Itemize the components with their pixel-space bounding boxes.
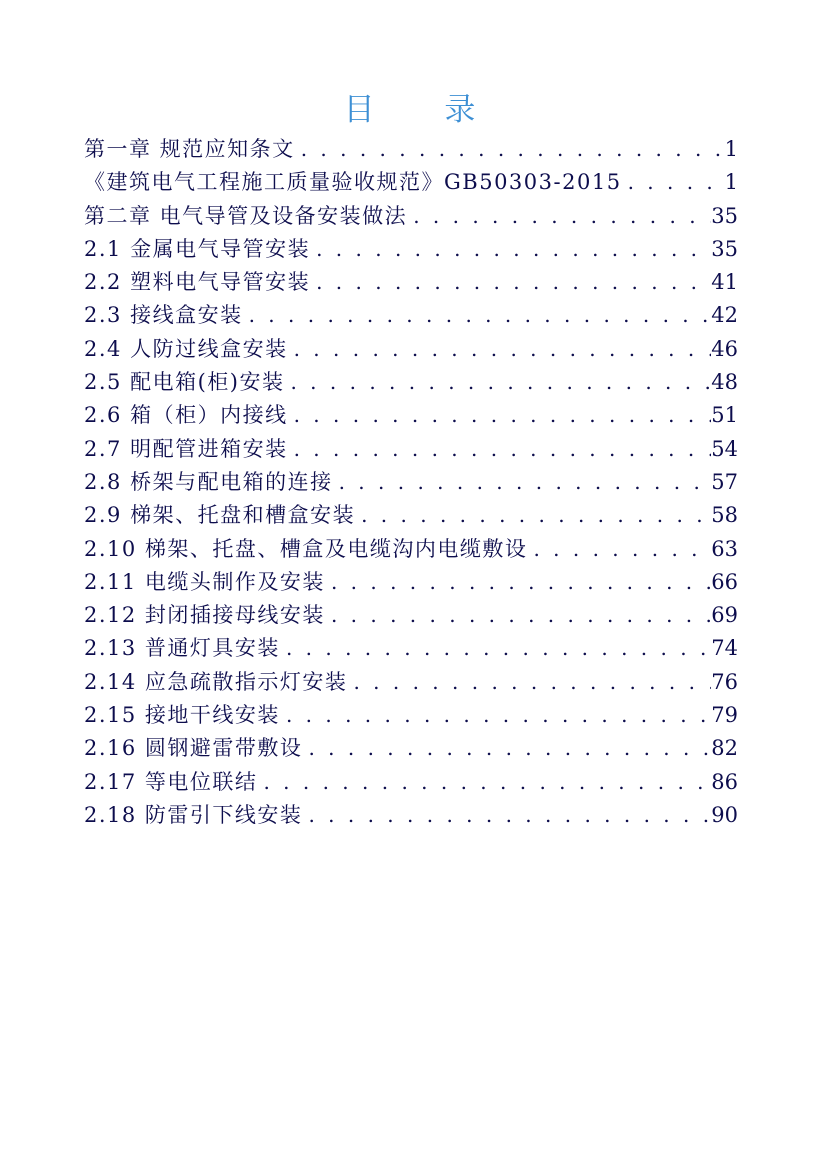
toc-entry[interactable] bbox=[84, 599, 738, 632]
toc-leader-dots bbox=[288, 399, 712, 432]
toc-entry-page: 66 bbox=[711, 569, 738, 594]
toc-entry[interactable] bbox=[84, 133, 738, 166]
toc-leader-dots bbox=[243, 299, 712, 332]
toc-entry[interactable] bbox=[84, 399, 738, 432]
toc-leader-dots bbox=[325, 599, 711, 632]
toc-entry[interactable] bbox=[84, 200, 738, 233]
toc-list bbox=[84, 133, 738, 832]
toc-entry-label: 2.3 接线盒安装 bbox=[84, 303, 243, 328]
toc-entry[interactable] bbox=[84, 666, 738, 699]
toc-entry-label: 2.10 梯架、托盘、槽盒及电缆沟内电缆敷设 bbox=[84, 536, 528, 561]
toc-leader-dots bbox=[325, 566, 711, 599]
toc-entry-page: 54 bbox=[711, 436, 738, 461]
toc-leader-dots bbox=[355, 499, 711, 532]
toc-entry[interactable] bbox=[84, 233, 738, 266]
toc-entry-page: 48 bbox=[711, 370, 738, 395]
toc-entry-page: 58 bbox=[711, 503, 738, 528]
toc-entry-page: 86 bbox=[711, 769, 738, 794]
toc-leader-dots bbox=[288, 433, 712, 466]
toc-entry[interactable] bbox=[84, 299, 738, 332]
toc-leader-dots bbox=[527, 533, 711, 566]
toc-leader-dots bbox=[284, 366, 711, 399]
toc-leader-dots bbox=[310, 233, 711, 266]
toc-entry-page: 76 bbox=[711, 669, 738, 694]
toc-entry[interactable] bbox=[84, 766, 738, 799]
toc-entry-label: 《建筑电气工程施工质量验收规范》GB50303-2015 bbox=[84, 170, 622, 195]
toc-leader-dots bbox=[302, 732, 711, 765]
toc-entry-page: 69 bbox=[711, 603, 738, 628]
toc-entry-label: 2.7 明配管进箱安装 bbox=[84, 436, 288, 461]
toc-entry-label: 2.9 梯架、托盘和槽盒安装 bbox=[84, 503, 356, 528]
toc-leader-dots bbox=[407, 200, 711, 233]
toc-entry[interactable] bbox=[84, 632, 738, 665]
toc-entry-label: 2.11 电缆头制作及安装 bbox=[84, 569, 325, 594]
toc-entry-label: 2.8 桥架与配电箱的连接 bbox=[84, 469, 333, 494]
toc-entry-page: 42 bbox=[711, 303, 738, 328]
toc-entry-label: 第一章 规范应知条文 bbox=[84, 137, 295, 161]
toc-entry[interactable] bbox=[84, 699, 738, 732]
toc-entry-page: 74 bbox=[711, 636, 738, 661]
toc-entry-label: 2.4 人防过线盒安装 bbox=[84, 336, 288, 361]
toc-entry-label: 2.1 金属电气导管安装 bbox=[84, 236, 311, 261]
toc-entry-label: 2.2 塑料电气导管安装 bbox=[84, 270, 311, 295]
toc-leader-dots bbox=[347, 666, 711, 699]
toc-entry-label: 2.13 普通灯具安装 bbox=[84, 636, 280, 661]
toc-entry-page: 51 bbox=[711, 403, 738, 428]
toc-entry-page: 57 bbox=[711, 469, 738, 494]
toc-entry[interactable] bbox=[84, 566, 738, 599]
toc-entry-page: 1 bbox=[724, 137, 738, 161]
toc-leader-dots bbox=[280, 632, 711, 665]
toc-leader-dots bbox=[622, 166, 724, 199]
toc-entry-label: 2.5 配电箱(柜)安装 bbox=[84, 370, 285, 395]
toc-entry-page: 90 bbox=[711, 802, 738, 827]
toc-entry-label: 2.15 接地干线安装 bbox=[84, 703, 280, 728]
toc-entry-label: 第二章 电气导管及设备安装做法 bbox=[84, 203, 408, 228]
toc-entry[interactable] bbox=[84, 166, 738, 199]
toc-entry[interactable] bbox=[84, 799, 738, 832]
toc-entry-label: 2.18 防雷引下线安装 bbox=[84, 802, 303, 827]
toc-leader-dots bbox=[257, 766, 711, 799]
toc-entry-page: 63 bbox=[711, 536, 738, 561]
toc-entry-page: 41 bbox=[711, 270, 738, 295]
toc-entry[interactable] bbox=[84, 466, 738, 499]
toc-leader-dots bbox=[302, 799, 711, 832]
toc-entry-label: 2.17 等电位联结 bbox=[84, 769, 258, 794]
toc-leader-dots bbox=[295, 133, 724, 166]
toc-entry-label: 2.14 应急疏散指示灯安装 bbox=[84, 669, 348, 694]
toc-entry-page: 82 bbox=[711, 736, 738, 761]
toc-entry-label: 2.16 圆钢避雷带敷设 bbox=[84, 736, 303, 761]
toc-entry[interactable] bbox=[84, 333, 738, 366]
toc-leader-dots bbox=[280, 699, 711, 732]
toc-entry[interactable] bbox=[84, 499, 738, 532]
toc-entry-page: 35 bbox=[711, 203, 738, 228]
toc-leader-dots bbox=[310, 266, 711, 299]
toc-leader-dots bbox=[288, 333, 712, 366]
toc-entry-page: 79 bbox=[711, 703, 738, 728]
toc-entry[interactable] bbox=[84, 533, 738, 566]
toc-title: 目 录 bbox=[343, 92, 506, 128]
toc-entry[interactable] bbox=[84, 732, 738, 765]
toc-entry-label: 2.12 封闭插接母线安装 bbox=[84, 603, 325, 628]
toc-entry-label: 2.6 箱（柜）内接线 bbox=[84, 403, 288, 428]
toc-entry-page: 46 bbox=[711, 336, 738, 361]
toc-entry[interactable] bbox=[84, 433, 738, 466]
toc-entry-page: 1 bbox=[724, 170, 738, 195]
toc-entry-page: 35 bbox=[711, 236, 738, 261]
toc-leader-dots bbox=[333, 466, 712, 499]
toc-entry[interactable] bbox=[84, 366, 738, 399]
toc-entry[interactable] bbox=[84, 266, 738, 299]
